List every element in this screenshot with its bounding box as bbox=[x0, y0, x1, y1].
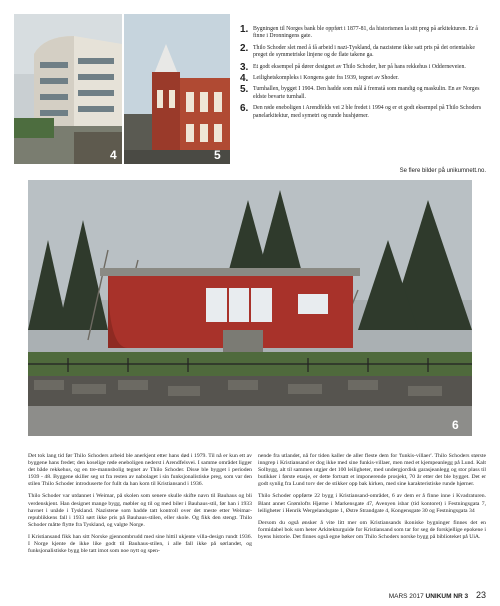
page-footer bbox=[389, 590, 486, 600]
footer-issue: MARS 2017 bbox=[388, 593, 424, 600]
caption-6: 6. Den røde eneboligen i Arendfelds vei 2 ble fredet i 1994 og er et godt eksempel på Thilo Schoders panelarkitektur, med symetri og runde hushjørner. bbox=[240, 103, 482, 119]
more-photos-link[interactable]: Se flere bilder på unikumnett.no. bbox=[399, 168, 486, 174]
caption-2: 2. Thilo Schoder slet med å få arbeid i nazi-Tyskland, da nazistene ikke satt pris på det orientalske preget de symmetriske linjene og de flate takene ga. bbox=[240, 42, 475, 59]
left-paragraph-3: I Kristiansand fikk han sitt Norske gjennombrudd med sine hittil ukjente villa-design rundt 1936. I Norge kjente de ikke like godt til Bauhaus-stilen, i alle fall ikke på sørlandet, og funksjonalistiske bygg ble tatt imot som noe nytt og spen- bbox=[28, 533, 252, 555]
right-paragraph-3: Dersom du også ønsker å vite litt mer om Kristiansands ikoniske bygninger finnes det en formidabel bok som heter Arkitekturguide for Kristiansand som tar for seg de forskjellige epokene i byens historie. Det finnes også egne bøker om Thilo Schoders norske bygg på biblioteket på UiA. bbox=[258, 519, 486, 540]
caption-1: 1. Bygningen til Norges bank ble oppført i 1877-81, da historismen la sitt preg på arkitekturen. Er å finne i Dronningens gate. bbox=[240, 24, 478, 40]
right-paragraph-2: Thilo Schoder oppførte 22 bygg i Kristiansand-området, 6 av dem er å finne inne i Kvadraturen. Blant annet Grømlofts Hjørne i Markensgate 47, Avenyen isbar (tid kontoret) i Festningsgata 7, leiligheter i Henrik Wergelandsgate 1, Østre Strandgate 4, Kongensgate 30 og Festningsgata 34 bbox=[258, 493, 486, 514]
caption-list bbox=[240, 26, 490, 124]
left-paragraph-1: Det tok lang tid før Thilo Schoders arbeid ble anerkjent etter hans død i 1979. Til nå er kun ett av byggene hans fredet; den koselige røde eneboligen nederst i Arendfelsvei. I samme området ligger det både rekkehus, og en tre-mannsbolig tegnet av Thilo Schoder. Disse ble bygget i perioden 1939 - 48. Byggene skiller seg ut fra resten av nabolaget i sin funksjonalistiske preg, som var den stilen Thilo Schoder introduserte for fullt da han kom til Kristiansand i 1936. bbox=[28, 453, 252, 488]
page-number: 23 bbox=[475, 590, 486, 600]
footer-magazine: UNIKUM NR 3 bbox=[425, 593, 469, 600]
photo-number-4: 4 bbox=[110, 148, 117, 162]
photo-red-villa-arendfelds-vei bbox=[28, 180, 472, 436]
article-left-column bbox=[28, 453, 252, 560]
left-paragraph-2: Thilo Schoder var utdannet i Weimar, på skolen som senere skulle skifte navn til Bauhaus og bli verdenskjent. Han designet mange bygg, møbler og til og med biler i Bauhaus-stil, før han i 1933 havnet i unåde i Tyskland. Nazistene som hadde tatt kontroll over det meste etter Weimar-republikkens fall i 1933 sørt ikke pris på Bauhaus-stilen, eller skole. Og fikk den stengt. Thilo Schoder måtte flytte fra Tyskland, og valgte Norge. bbox=[28, 493, 252, 528]
right-paragraph-1: nende fra utlandet, nå for tiden kaller de aller fleste dem for 'funkis-villaer'. Thilo Schoders største inngrep i Kristiansand er dog ikke med sine funkis-villaer, men med et kjempeanlegg på Lund. Kalt Solbygg, alt til sammen utgjør det 100 leiligheter, med undergjordisk garasjeanlegg og stor plass til butikker i første etasje, er dette fortsatt et imponerende prosjekt, 70 år etter det ble bygget. Det er godt synlig fra Lund torv der de stikker opp bak kirken, med sine karakteristiske runde hjørner. bbox=[258, 453, 486, 488]
photo-number-5: 5 bbox=[214, 148, 221, 162]
photo-number-6: 6 bbox=[452, 418, 459, 432]
article-right-column bbox=[258, 453, 486, 546]
caption-5: 5. Turnhallen, bygget I 1904. Den hadde som mål å fremstå som mandig og maskulin. En av Norges eldste bevarte turnhall. bbox=[240, 84, 480, 100]
photo-turnhallen bbox=[124, 14, 230, 164]
photo-apartment-kongens-gate bbox=[14, 14, 122, 164]
caption-3: 3. Et godt eksempel på dører designet av Thilo Schoder, her på hans rekkehus i Odderneveien. bbox=[240, 61, 466, 73]
caption-4: 4. Leilighetskompleks i Kongens gate fra 1939, tegnet av Shoder. bbox=[240, 73, 399, 85]
